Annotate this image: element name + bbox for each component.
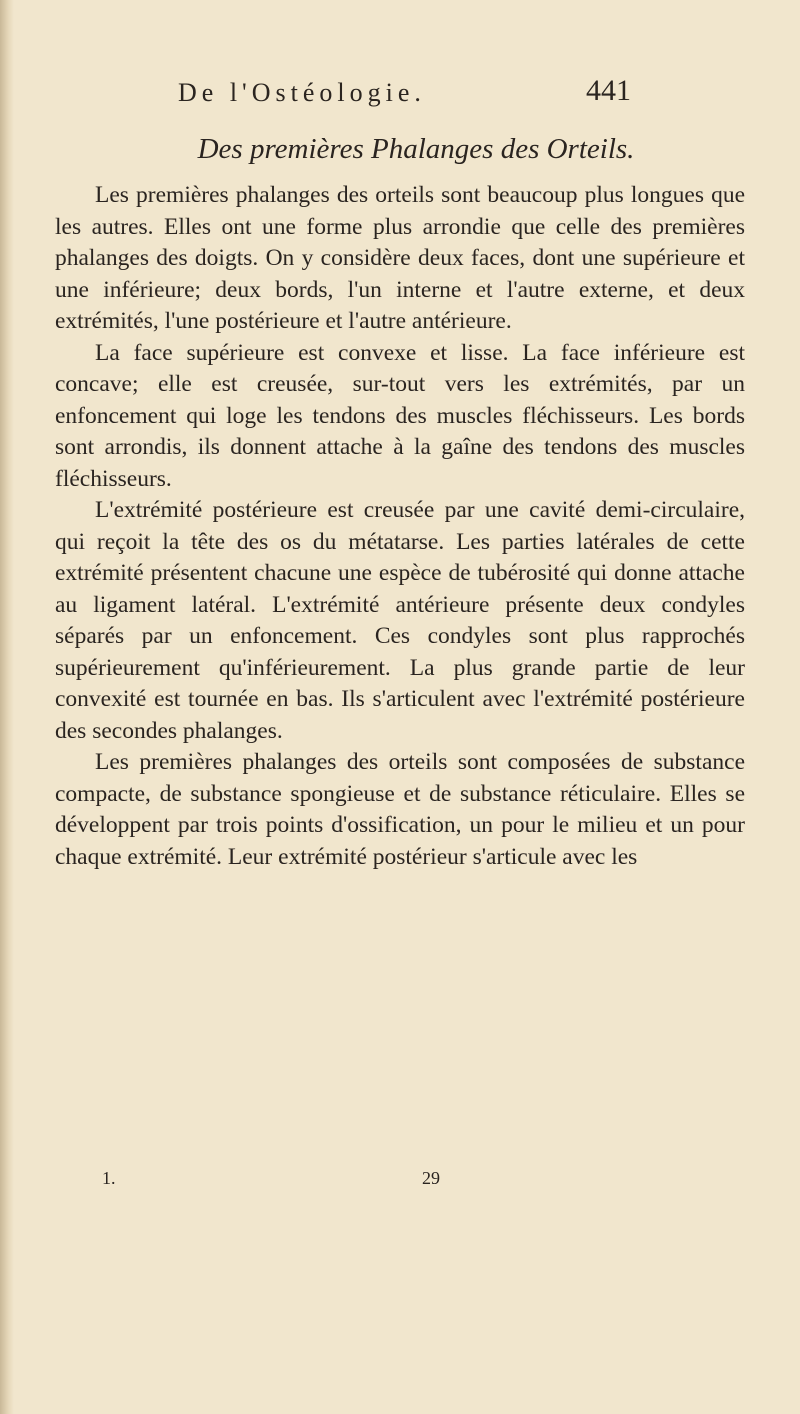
body-text (55, 180, 745, 873)
chapter-title: Des premières Phalanges des Orteils. (197, 133, 635, 165)
running-head-prefix: De l' (178, 78, 252, 107)
volume-mark: 1. (102, 1168, 116, 1188)
paragraph-1: Les premières phalanges des orteils sont beaucoup plus longues que les autres. Elles ont une forme plus arrondie que celle des premières phalanges des doigts. On y considère deux faces, dont une supérieure et une inférieure; deux bords, l'un interne et l'autre externe, et deux extrémités, l'une postérieure et l'autre antérieure. (55, 182, 745, 334)
signature-mark: 29 (422, 1168, 440, 1188)
page-number: 441 (586, 74, 631, 107)
paragraph-4: Les premières phalanges des orteils sont composées de substance compacte, de substance spongieuse et de substance réticulaire. Elles se développent par trois points d'ossification, un pour le milieu et un pour chaque extrémité. Leur extrémité postérieur s'articule avec les (55, 749, 745, 870)
running-head-title: Ostéologie. (251, 78, 426, 107)
paragraph-3: L'extrémité postérieure est creusée par une cavité demi-circulaire, qui reçoit la tête des os du métatarse. Les parties latérales de cette extrémité présentent chacune une espèce de tubérosité qui donne attache au ligament latéral. L'extrémité antérieure présente deux condyles séparés par un enfoncement. Ces condyles sont plus rapprochés supérieurement qu'inférieurement. La plus grande partie de leur convexité est tournée en bas. Ils s'articulent avec l'extrémité postérieure des secondes phalanges. (55, 497, 745, 744)
running-head (178, 78, 508, 108)
paragraph-2: La face supérieure est convexe et lisse. La face inférieure est concave; elle est creusée, sur-tout vers les extrémités, par un enfoncement qui loge les tendons des muscles fléchisseurs. Les bords sont arrondis, ils donnent attache à la gaîne des tendons des muscles fléchisseurs. (55, 339, 745, 492)
